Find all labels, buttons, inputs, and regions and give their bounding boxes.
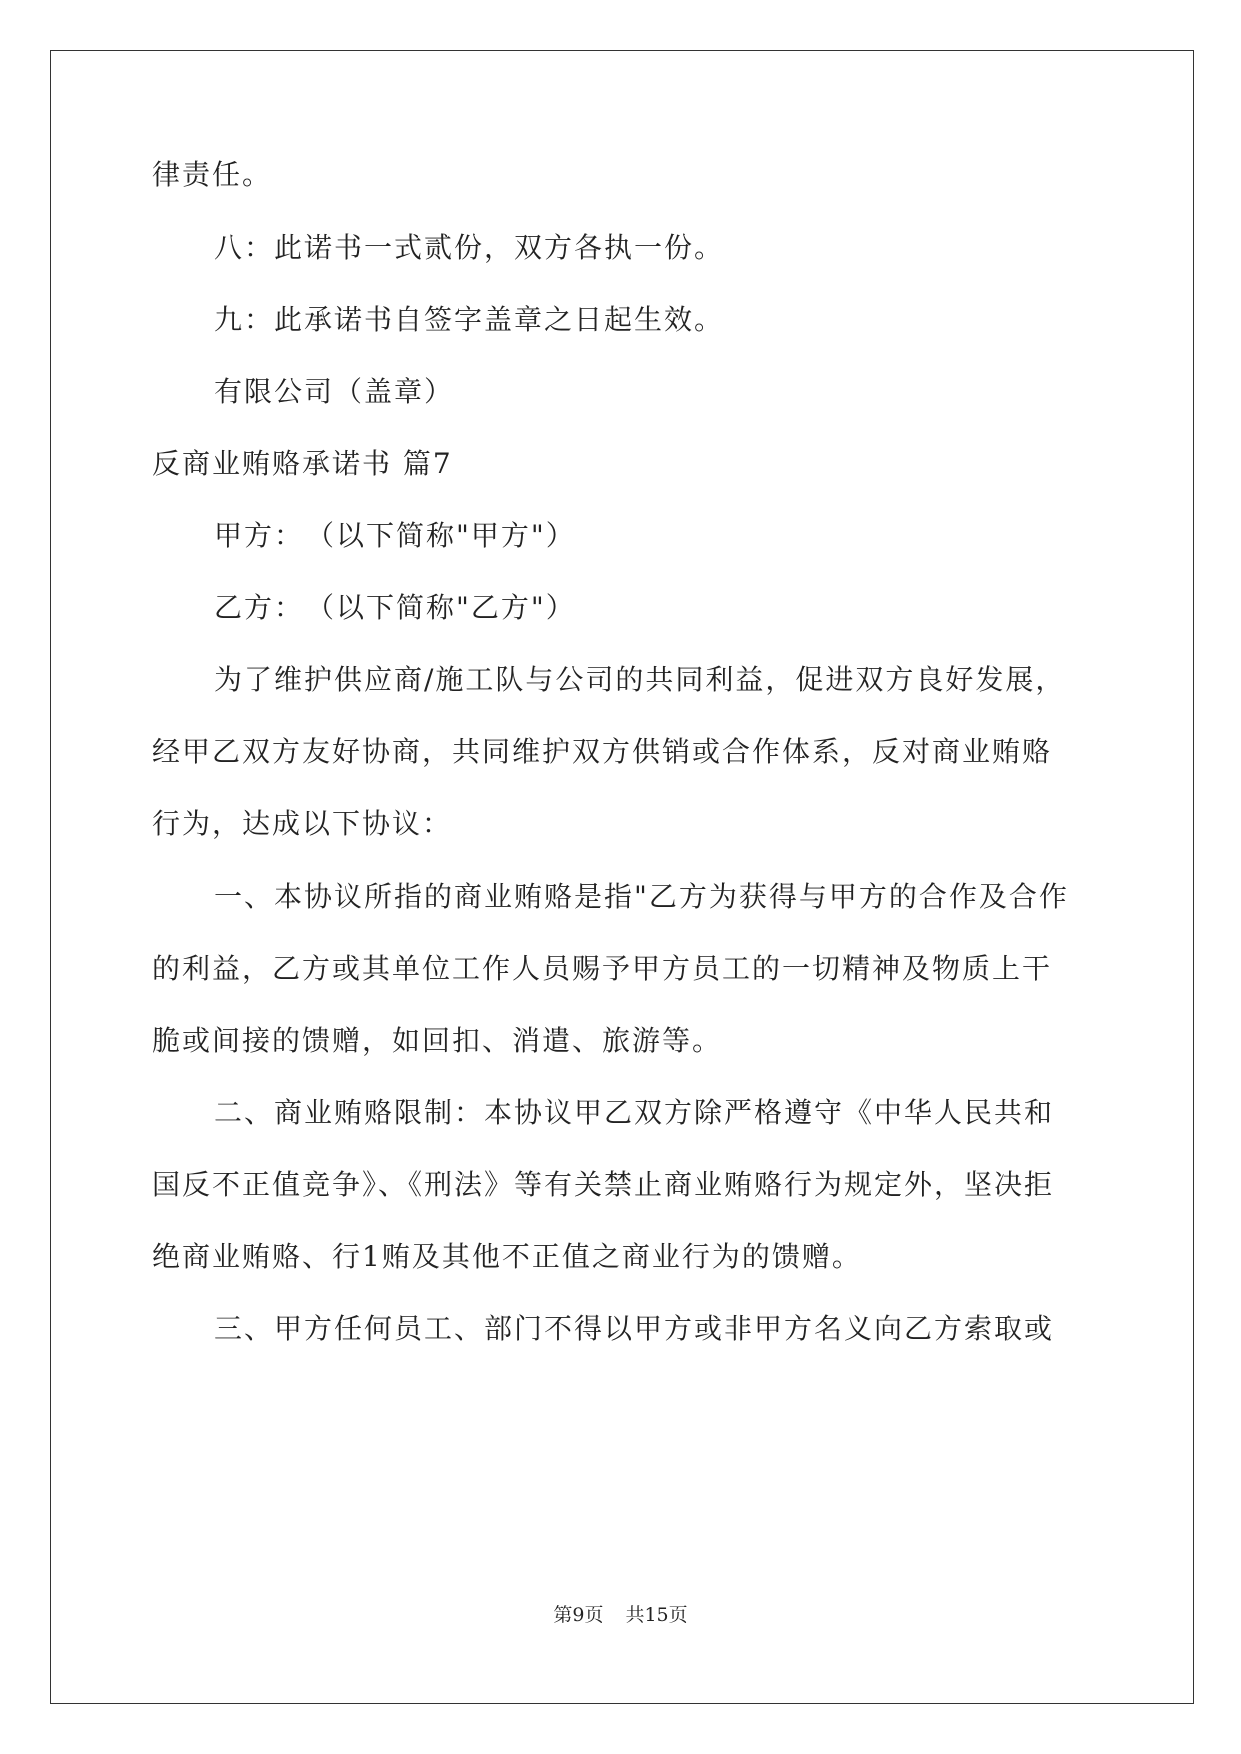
body-line: 的利益，乙方或其单位工作人员赐予甲方员工的一切精神及物质上干 <box>152 952 1053 985</box>
body-line: 有限公司（盖章） <box>214 375 455 408</box>
body-line: 国反不正值竞争》、《刑法》等有关禁止商业贿赂行为规定外，坚决拒 <box>152 1168 1055 1201</box>
page-total: 共15页 <box>625 1604 688 1626</box>
body-line: 一、本协议所指的商业贿赂是指"乙方为获得与甲方的合作及合作 <box>214 880 1069 913</box>
body-line: 八：此诺书一式贰份，双方各执一份。 <box>214 231 725 264</box>
body-line: 甲方： （以下简称"甲方"） <box>214 519 576 552</box>
body-line: 律责任。 <box>152 158 273 191</box>
body-line: 经甲乙双方友好协商，共同维护双方供销或合作体系，反对商业贿赂 <box>152 735 1053 768</box>
body-line: 为了维护供应商/施工队与公司的共同利益，促进双方良好发展， <box>214 663 1066 696</box>
body-line: 脆或间接的馈赠，如回扣、消遣、旅游等。 <box>152 1024 723 1057</box>
body-line: 乙方： （以下简称"乙方"） <box>214 591 576 624</box>
body-line: 二、商业贿赂限制：本协议甲乙双方除严格遵守《中华人民共和 <box>214 1096 1055 1129</box>
body-line: 绝商业贿赂、行1贿及其他不正值之商业行为的馈赠。 <box>152 1240 862 1273</box>
body-line: 三、甲方任何员工、部门不得以甲方或非甲方名义向乙方索取或 <box>214 1312 1055 1345</box>
section-heading: 反商业贿赂承诺书 篇7 <box>152 447 453 480</box>
page-footer <box>0 1600 1241 1627</box>
page-number: 第9页 <box>553 1604 604 1626</box>
body-line: 行为，达成以下协议： <box>152 807 453 840</box>
body-line: 九：此承诺书自签字盖章之日起生效。 <box>214 303 725 336</box>
